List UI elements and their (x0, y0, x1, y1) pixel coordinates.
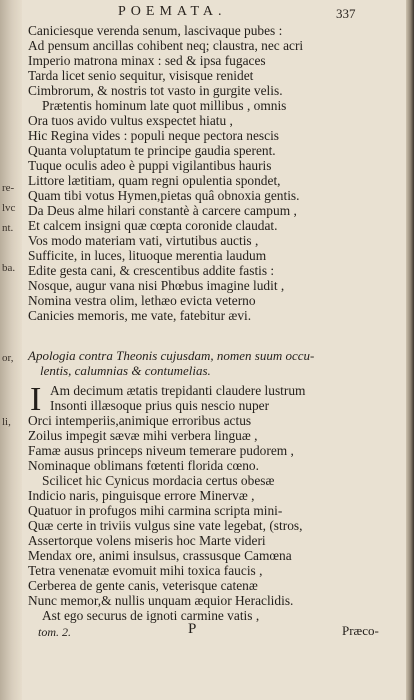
verse-line: Scilicet hic Cynicus mordacia certus obesæ (42, 473, 275, 488)
verse-line: Am decimum ætatis trepidanti claudere lustrum (50, 383, 306, 398)
signature-mark: P (188, 621, 197, 637)
verse-line: Nunc memor,& nullis unquam æquior Heraclidis. (28, 593, 294, 608)
verse-line: Mendax ore, animi insulsus, crassusque Camœna (28, 548, 292, 563)
verse-line: Orci intemperiis,animique erroribus actus (28, 413, 252, 428)
previous-page-edge (0, 0, 26, 700)
verse-line: Quæ certe in triviis vulgus sine vate legebat, (stros, (28, 518, 303, 533)
verse-line: Ad pensum ancillas cohibent neq; claustra, nec acri (28, 38, 304, 53)
verse-line: Caniciesque verenda senum, lascivaque pubes : (28, 23, 283, 38)
verse-line: Cimbrorum, & nostris tot vasto in gurgite velis. (28, 83, 283, 98)
prev-page-fragment: nt. (2, 222, 14, 234)
prev-page-fragment: li, (2, 416, 11, 428)
verse-line: Sufficite, in luces, lituoque merentia laudum (28, 248, 267, 263)
prev-page-fragment: re- (2, 182, 15, 194)
verse-line: Prætentis hominum late quot millibus , omnis (42, 98, 287, 113)
verse-line: Edite gesta cani, & crescentibus addite fastis : (28, 263, 275, 278)
verse-line: Ast ego securus de ignoti carmine vatis , (42, 608, 260, 623)
poem-title (28, 348, 390, 378)
verse-line: Et calcem insigni quæ cœpta coronide claudat. (28, 218, 278, 233)
verse-line: Quatuor in profugos mihi carmina scripta mini- (28, 503, 283, 518)
volume-marker: tom. 2. (38, 625, 71, 639)
verse-line: Hic Regina vides : populi neque pectora nescis (28, 128, 280, 143)
verse-line: Da Deus alme hilari constantè à carcere campum , (28, 203, 297, 218)
verse-line: Assertorque volens miseris hoc Marte videri (28, 533, 266, 548)
verse-line: Cerberea de gente canis, veterisque catenæ (28, 578, 258, 593)
prev-page-fragment: or, (2, 352, 14, 364)
printed-page (28, 0, 400, 700)
verse-line: Nomina vestra olim, lethæo evicta veterno (28, 293, 256, 308)
verse-line: Indicio naris, pinguisque errore Minervæ , (28, 488, 255, 503)
verse-line: Imperio matrona minax : sed & ipsa fugaces (28, 53, 266, 68)
page-number: 337 (336, 6, 356, 21)
verse-line: Littore lætitiam, quam regni opulentia spondet, (28, 173, 281, 188)
verse-line: Nominaque oblimans fœtenti florida cœno. (28, 458, 259, 473)
verse-line: Quam tibi votus Hymen,pietas quâ obnoxia gentis. (28, 188, 300, 203)
verse-line: Zoilus impegit sævæ mihi verbera linguæ , (28, 428, 258, 443)
verse-line: Canicies memoris, me vate, fatebitur ævi. (28, 308, 252, 323)
poem-title-line: lentis, calumnias & contumelias. (40, 363, 211, 378)
verse-line: Ora tuos avido vultus exspectet hiatu , (28, 113, 233, 128)
verse-line: Tuque oculis adeo è puppi vigilantibus hauris (28, 158, 272, 173)
verse-line: Famæ ausus princeps niveum temerare pudorem , (28, 443, 294, 458)
verse-line: Tarda licet senio sequitur, visisque renidet (28, 68, 254, 83)
catchword: Præco- (342, 623, 379, 638)
page-fore-edge (406, 0, 414, 700)
drop-cap: I (30, 381, 42, 418)
verse-line: Insonti illæsoque prius quis nescio nuper (50, 398, 270, 413)
verse-line: Quanta voluptatum te principe gaudia sperent. (28, 143, 276, 158)
running-head: POEMATA. (118, 4, 227, 19)
poem-title-line: Apologia contra Theonis cujusdam, nomen suum occu- (28, 348, 315, 363)
verse-line: Vos modo materiam vati, virtutibus auctis , (28, 233, 259, 248)
verse-line: Nosque, augur vana nisi Phœbus imagine ludit , (28, 278, 285, 293)
prev-page-fragment: lvc (2, 202, 16, 214)
prev-page-fragment: ba. (2, 262, 16, 274)
verse-line: Tetra venenatæ evomuit mihi toxica faucis , (28, 563, 263, 578)
